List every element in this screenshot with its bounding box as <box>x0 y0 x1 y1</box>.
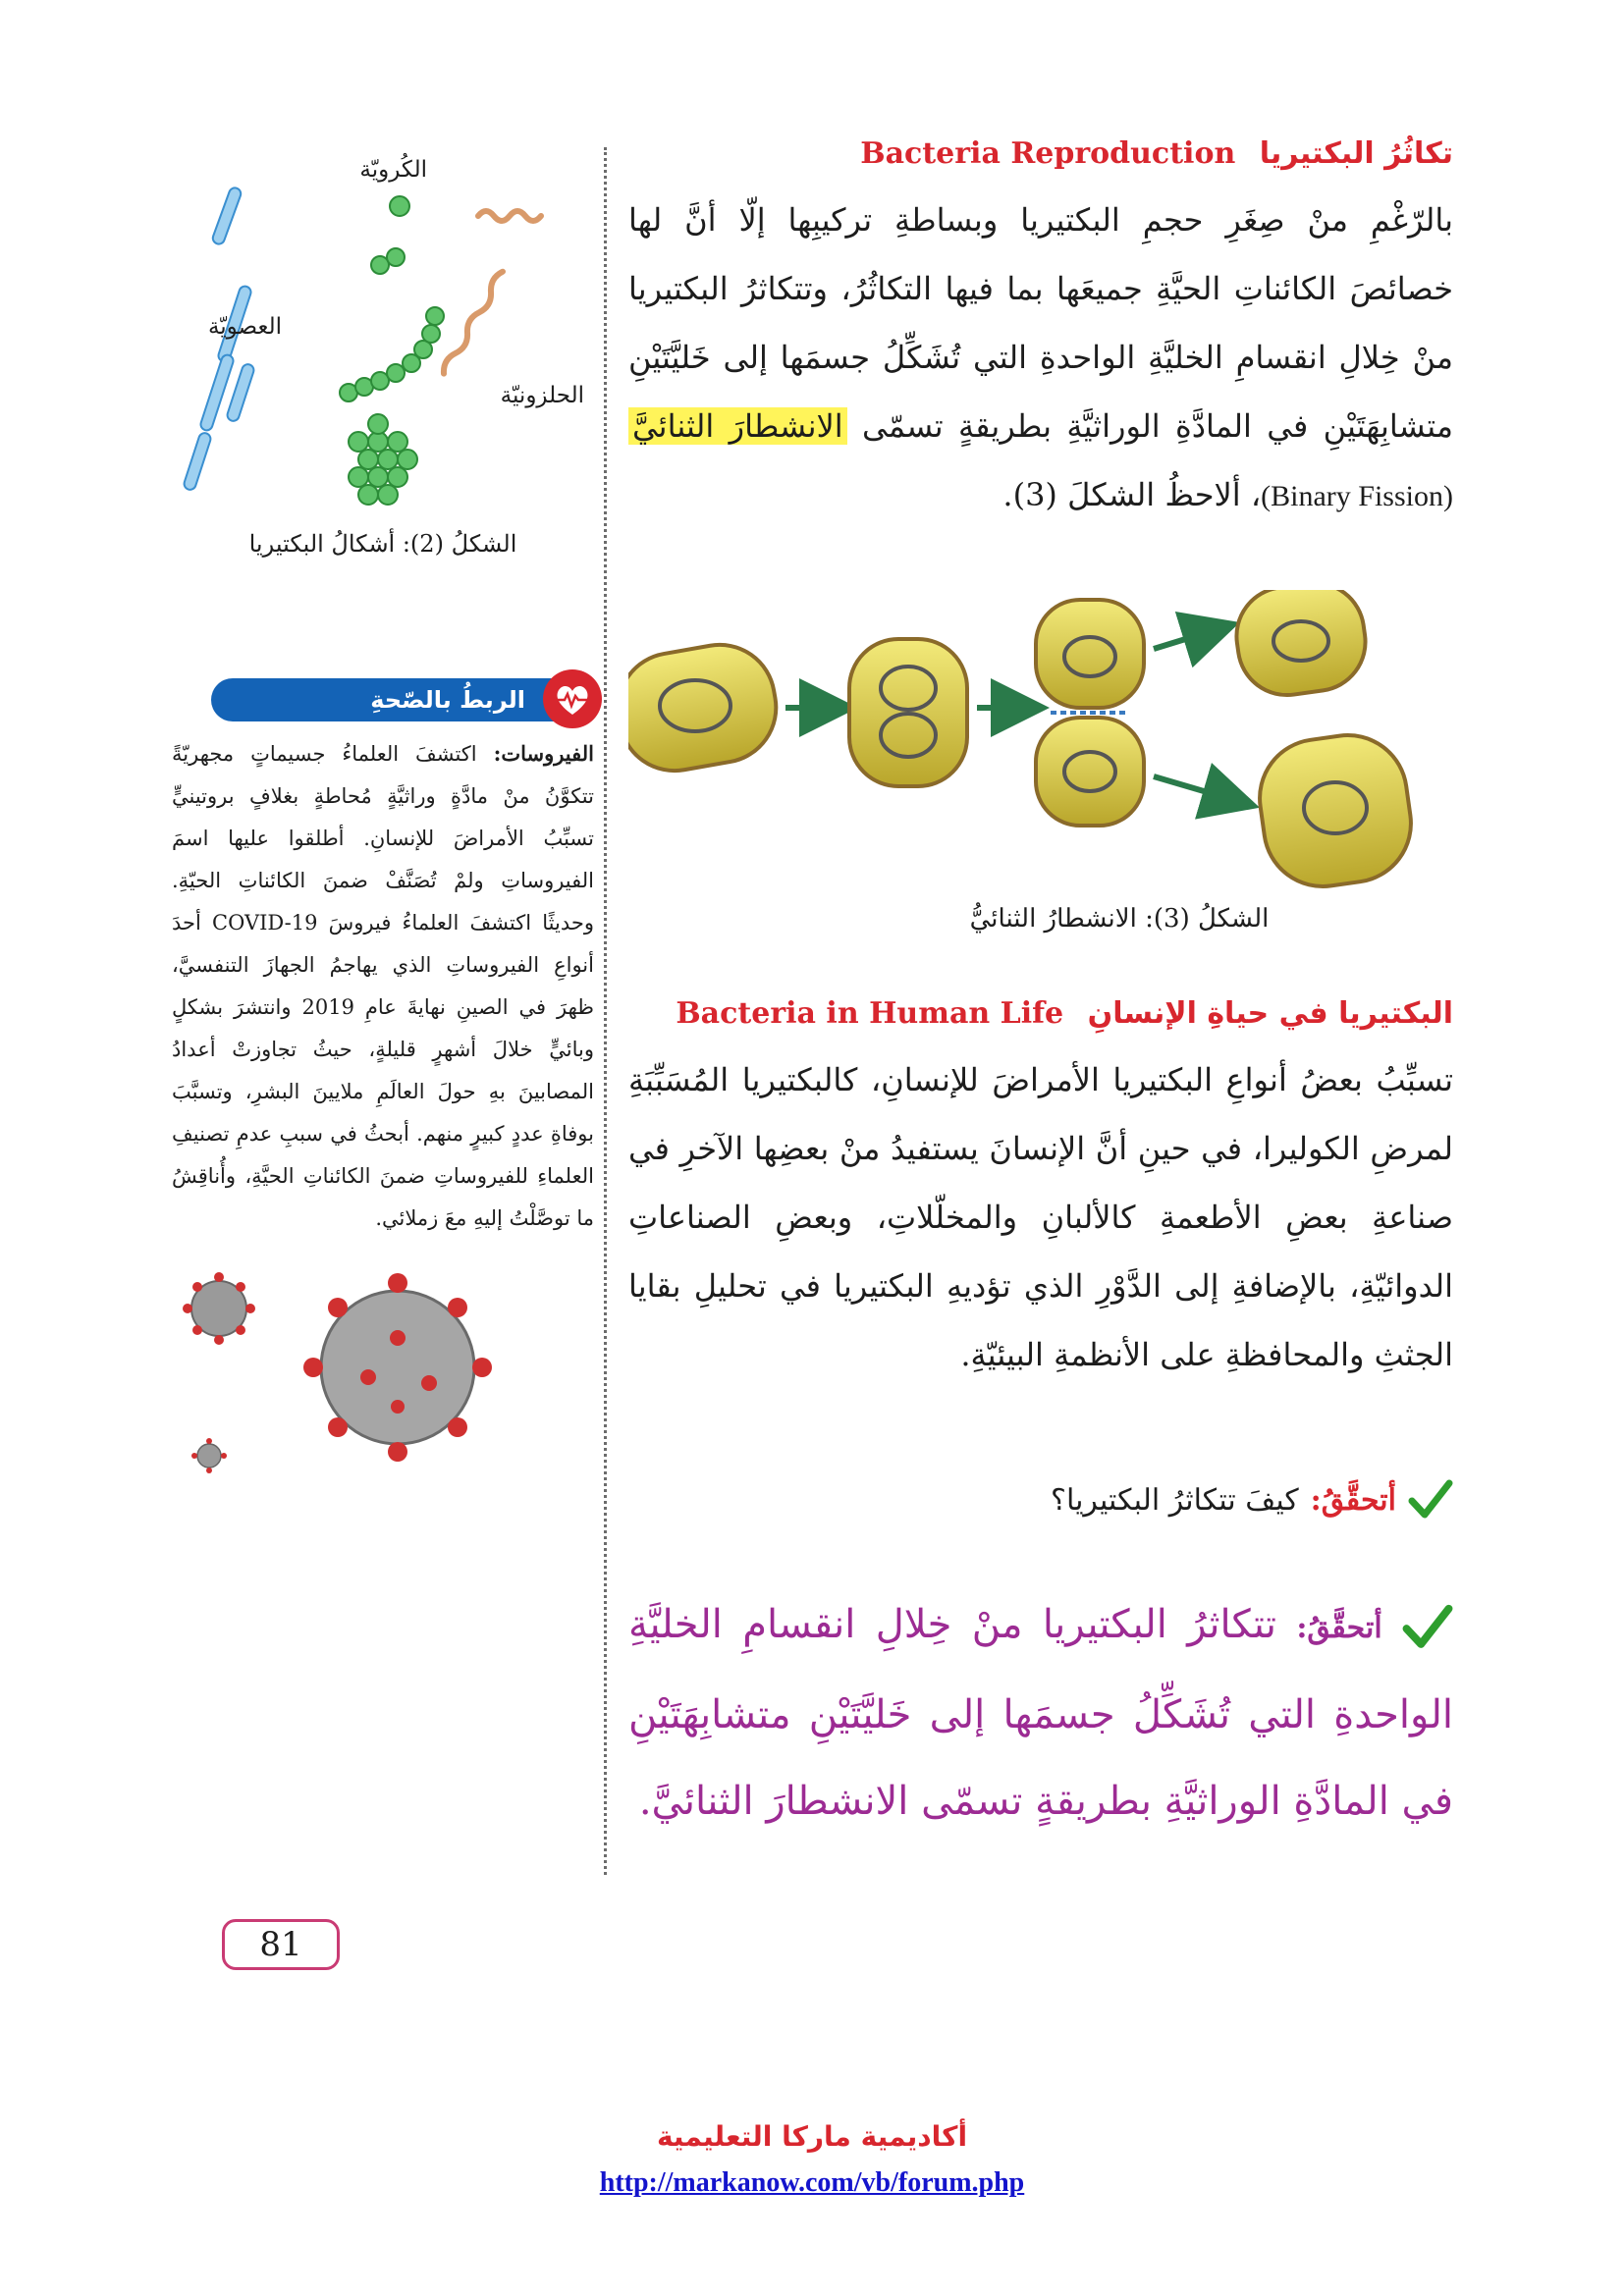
heart-pulse-icon <box>543 669 602 728</box>
health-connection-title: الربطُ بالصّحةِ <box>211 678 594 721</box>
reproduction-text: بالرّغْمِ منْ صِغَرِ حجمِ البكتيريا وبساطةِ تركيبِها إلّا أنَّ لها خصائصَ الكائناتِ الحيَّةِ جميعَها بما فيها التكاثُرُ، وتتكاثرُ البكتيريا منْ خِلالِ انقسامِ الخليَّةِ الواحدةِ التي تُشَكِّلُ جسمَها إلى خَليَّتَيْنِ متشابِهَتَيْنِ في المادَّةِ الوراثيَّةِ بطريقةٍ تسمّى <box>628 201 1454 445</box>
virus-illustration <box>172 1269 594 1495</box>
answer-text: تتكاثرُ البكتيريا منْ خِلالِ انقسامِ الخليَّةِ الواحدةِ التي تُشَكِّلُ جسمَها إلى خَليَّتَيْنِ متشابِهَتَيْنِ في المادَّةِ الوراثيَّةِ بطريقةٍ تسمّى الانشطارَ الثنائيَّ. <box>628 1602 1453 1824</box>
label-bacilli: العصويّة <box>207 314 282 340</box>
check-label: أتحقَّقُ: <box>1310 1482 1396 1518</box>
reproduction-paragraph <box>628 186 1453 531</box>
human-life-paragraph: تسبِّبُ بعضُ أنواعِ البكتيريا الأمراضَ للإنسانِ، كالبكتيريا المُسَبِّبَةِ لمرضِ الكوليرا، في حينِ أنَّ الإنسانَ يستفيدُ منْ بعضِها الآخرِ في صناعةِ بعضِ الأطعمةِ كالألبانِ والمخلّلاتِ، وبعضِ الصناعاتِ الدوائيّةِ، بالإضافةِ إلى الدَّوْرِ الذي تؤديهِ البكتيريا في تحليلِ بقايا الجثثِ والمحافظةِ على الأنظمةِ البيئيّةِ. <box>628 1061 1454 1373</box>
fission-daughter-cell-top <box>1230 590 1372 702</box>
answer-label: أتحقَّقُ: <box>1296 1611 1382 1645</box>
section-heading-reproduction <box>628 133 1453 176</box>
answer-checkmark-icon <box>1402 1602 1453 1653</box>
viruses-body: اكتشفَ العلماءُ جسيماتٍ مجهريّةً تتكوَّنُ منْ مادَّةٍ وراثيَّةٍ مُحاطةٍ بغلافٍ بروتينيٍّ تسبِّبُ الأمراضَ للإنسانِ. أطلقوا عليها اسمَ الفيروساتِ ولمْ تُصَنَّفْ ضمنَ الكائناتِ الحيّةِ. وحديثًا اكتشفَ العلماءُ فيروسَ COVID-19 أحدَ أنواعِ الفيروساتِ الذي يهاجمُ الجهازَ التنفسيَّ، ظهرَ في الصينِ نهايةَ عامِ 2019 وانتشرَ بشكلٍ وبائيٍّ خلالَ أشهرٍ قليلةٍ، حيثُ تجاوزتْ أعدادُ المصابينَ بهِ حولَ العالَمِ ملايينَ البشرِ، وتسبَّبَ بوفاةِ عددٍ كبيرٍ منهم. أبحثُ في سببِ عدمِ تصنيفِ العلماءِ للفيروساتِ ضمنَ الكائناتِ الحيَّةِ، وأُناقِشُ ما توصَّلْتُ إليهِ معَ زملائي. <box>172 742 595 1230</box>
heading-reproduction-en: Bacteria Reproduction <box>860 136 1236 171</box>
section-heading-human-life <box>628 992 1453 1036</box>
column-divider <box>604 147 607 1875</box>
reproduction-text-end: ، ألاحظُ الشكلَ (3). <box>1002 476 1262 513</box>
heading-human-life-en: Bacteria in Human Life <box>676 996 1064 1031</box>
health-connection-header <box>172 675 594 724</box>
side-column <box>172 147 594 1499</box>
virus-small-icon <box>183 1272 255 1345</box>
label-spiral: الحلزونيّة <box>500 383 584 408</box>
page-number: 81 <box>222 1919 340 1970</box>
heading-human-life-ar: البكتيريا في حياةِ الإنسانِ <box>1087 996 1453 1031</box>
checkmark-icon <box>1408 1477 1453 1522</box>
health-connection-text <box>172 732 594 1240</box>
check-question <box>628 1477 1453 1522</box>
viruses-lead: الفيروسات: <box>493 741 594 766</box>
fission-cell-3 <box>1036 600 1144 826</box>
figure-2-caption: الشكلُ (2): أشكالُ البكتيريا <box>248 530 517 558</box>
bacteria-shapes-illustration <box>172 147 594 560</box>
virus-tiny-icon <box>191 1438 227 1473</box>
footer-academy-name: أكاديمية ماركا التعليمية <box>656 2120 968 2153</box>
check-question-text: كيفَ تتكاثرُ البكتيريا؟ <box>1051 1482 1299 1518</box>
label-cocci: الكُرويّة <box>359 157 427 183</box>
virus-large-icon <box>303 1273 492 1462</box>
figure-3-caption: الشكلُ (3): الانشطارُ الثنائيُّ <box>969 904 1270 934</box>
heading-reproduction-ar: تكاثُرُ البكتيريا <box>1259 136 1453 171</box>
fission-cell-1 <box>628 636 785 779</box>
binary-fission-illustration <box>628 590 1453 894</box>
figure-2 <box>172 147 594 599</box>
check-answer <box>628 1581 1453 1844</box>
binary-fission-highlight: الانشطارَ الثنائيَّ <box>628 407 847 445</box>
fission-cell-2 <box>849 639 967 786</box>
binary-fission-english: (Binary Fission) <box>1261 480 1453 512</box>
fission-daughter-cell-bottom <box>1252 727 1418 893</box>
figure-3 <box>628 590 1453 894</box>
main-column <box>628 133 1453 1844</box>
footer-link[interactable]: http://markanow.com/vb/forum.php <box>599 2167 1025 2198</box>
